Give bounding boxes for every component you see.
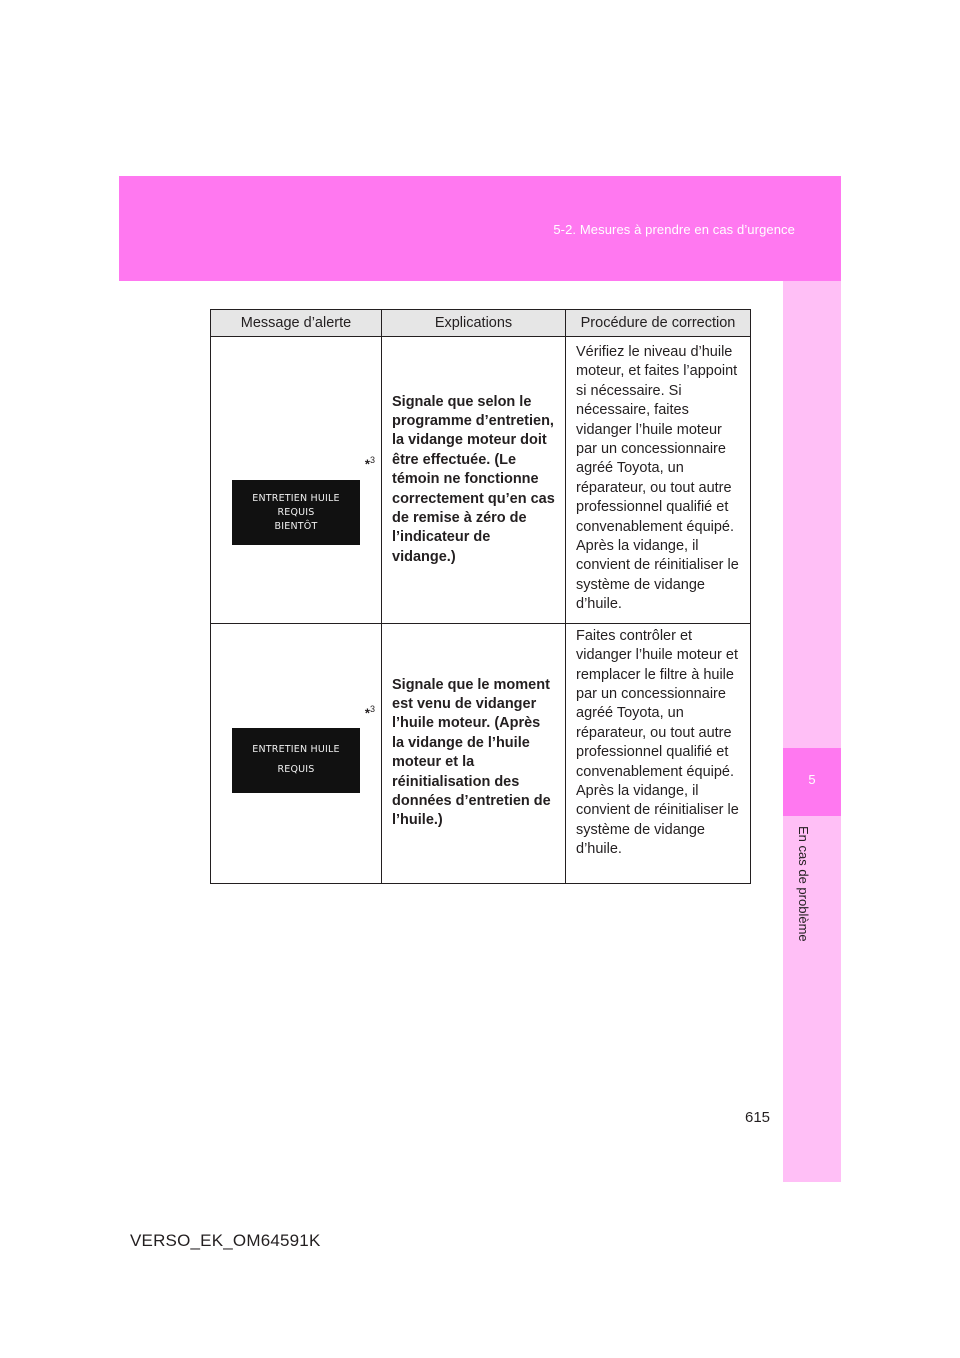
table-row — [211, 623, 751, 883]
chapter-label: En cas de problème — [796, 826, 811, 942]
chapter-side-tab — [783, 281, 841, 1182]
warning-message-cell — [211, 337, 382, 624]
section-header-band — [119, 176, 841, 281]
column-header-explanations: Explications — [382, 310, 566, 337]
display-line: REQUIS — [277, 506, 315, 518]
footnote-marker — [365, 704, 375, 720]
display-line: BIENTÔT — [274, 520, 318, 532]
footnote-marker — [365, 455, 375, 471]
section-title: 5-2. Mesures à prendre en cas d’urgence — [553, 222, 795, 237]
warning-messages-table — [210, 309, 751, 884]
warning-message-cell — [211, 623, 382, 883]
explanation-cell: Signale que le moment est venu de vidanger l’huile moteur. (Après la vidange de l’huile moteur et la réinitialisation des données d’entretien de l’huile.) — [382, 623, 566, 883]
column-header-message: Message d’alerte — [211, 310, 382, 337]
display-line: ENTRETIEN HUILE — [252, 744, 340, 756]
document-code: VERSO_EK_OM64591K — [130, 1231, 321, 1250]
multi-info-display-image — [232, 480, 360, 545]
chapter-number: 5 — [808, 772, 816, 787]
table-row — [211, 337, 751, 624]
chapter-number-block — [783, 748, 841, 816]
procedure-cell: Faites contrôler et vidanger l’huile moteur et remplacer le filtre à huile par un concessionnaire agréé Toyota, un réparateur, ou tout autre professionnel qualifié et convenablement équipé. Après la vidange, il convient de réinitialiser le système de vidange d’huile. — [566, 623, 751, 883]
explanation-cell: Signale que selon le programme d’entretien, la vidange moteur doit être effectuée. (Le témoin ne fonctionne correctement qu’en cas de remise à zéro de l’indicateur de vidange.) — [382, 337, 566, 624]
display-line: ENTRETIEN HUILE — [252, 492, 340, 504]
display-line: REQUIS — [277, 764, 315, 776]
footnote-asterisk: * — [364, 456, 370, 472]
footnote-number: 3 — [369, 703, 375, 714]
table-header-row — [211, 310, 751, 337]
procedure-cell: Vérifiez le niveau d’huile moteur, et faites l’appoint si nécessaire. Si nécessaire, faites vidanger l’huile moteur par un concessionnaire agréé Toyota, un réparateur, ou tout autre professionnel qualifié et convenablement équipé. Après la vidange, il convient de réinitialiser le système de vidange d’huile. — [566, 337, 751, 624]
footnote-number: 3 — [369, 455, 375, 465]
multi-info-display-image — [232, 728, 360, 793]
page-number: 615 — [745, 1109, 771, 1126]
chapter-label-wrap — [796, 826, 826, 966]
column-header-procedure: Procédure de correction — [566, 310, 751, 337]
footnote-asterisk: * — [364, 705, 370, 721]
